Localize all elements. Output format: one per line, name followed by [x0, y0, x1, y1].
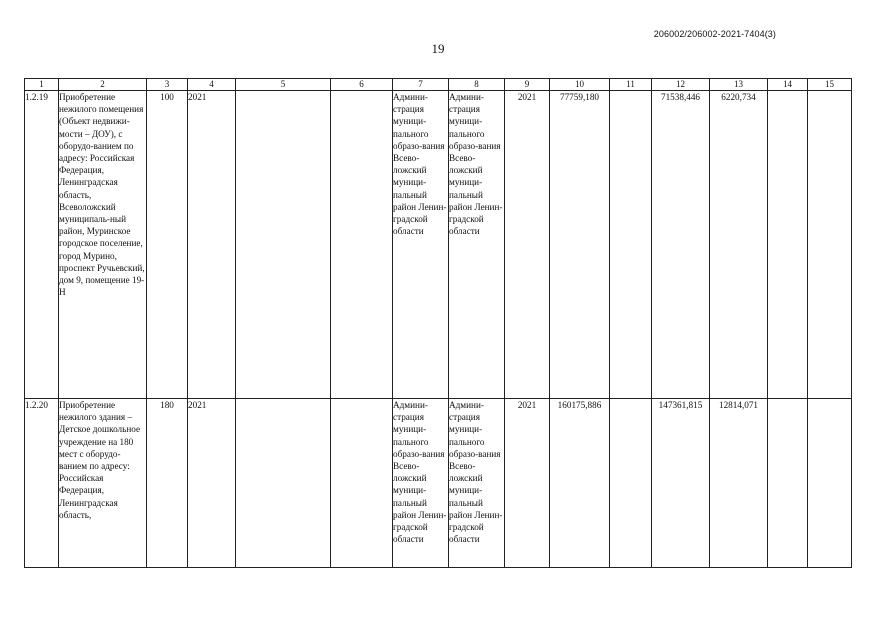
- page-number: 19: [431, 41, 445, 56]
- column-number: 2: [59, 79, 147, 91]
- customer-cell: Админи-страция муници-пального образо-вания Всево-ложский муници-пальный район Ленин-градской области: [393, 399, 449, 568]
- empty-cell: [331, 91, 393, 399]
- total-amount-cell: 77759,180: [550, 91, 610, 399]
- year-cell: 2021: [188, 91, 236, 399]
- column-number: 15: [808, 79, 852, 91]
- table-row: [25, 91, 852, 399]
- total-amount-cell: 160175,886: [550, 399, 610, 568]
- column-number: 11: [610, 79, 652, 91]
- item-number: 1.2.19: [25, 91, 59, 399]
- customer-cell: Админи-страция муници-пального образо-вания Всево-ложский муници-пальный район Ленин-градской области: [393, 91, 449, 399]
- column-number: 6: [331, 79, 393, 91]
- local-amount-cell: 6220,734: [710, 91, 768, 399]
- regional-amount-cell: 71538,446: [652, 91, 710, 399]
- table-row: [25, 399, 852, 568]
- document-number: 206002/206002-2021-7404(3): [653, 29, 776, 39]
- column-number: 12: [652, 79, 710, 91]
- empty-cell: [610, 399, 652, 568]
- empty-cell: [768, 399, 808, 568]
- local-amount-cell: 12814,071: [710, 399, 768, 568]
- period-cell: 2021: [505, 399, 550, 568]
- empty-cell: [331, 399, 393, 568]
- capacity-cell: 100: [147, 91, 188, 399]
- regional-amount-cell: 147361,815: [652, 399, 710, 568]
- empty-cell: [808, 399, 852, 568]
- empty-cell: [610, 91, 652, 399]
- item-description: Приобретение нежилого помещения (Объект недвижи-мости – ДОУ), с оборудо-ванием по адресу: Российская Федерация, Ленинградская область, Всеволожский муниципаль-ный район, Муринское городское поселение, город Мурино, проспект Ручьевский, дом 9, помещение 19-Н: [59, 91, 147, 399]
- capacity-cell: 180: [147, 399, 188, 568]
- column-number: 8: [449, 79, 505, 91]
- column-number: 1: [25, 79, 59, 91]
- empty-cell: [808, 91, 852, 399]
- empty-cell: [236, 399, 331, 568]
- column-number: 10: [550, 79, 610, 91]
- data-table: [24, 78, 852, 568]
- column-number-row: [25, 79, 852, 91]
- executor-cell: Админи-страция муници-пального образо-вания Всево-ложский муници-пальный район Ленин-градской области: [449, 91, 505, 399]
- year-cell: 2021: [188, 399, 236, 568]
- column-number: 4: [188, 79, 236, 91]
- empty-cell: [236, 91, 331, 399]
- column-number: 9: [505, 79, 550, 91]
- column-number: 7: [393, 79, 449, 91]
- column-number: 14: [768, 79, 808, 91]
- item-description: Приобретение нежилого здания – Детское дошкольное учреждение на 180 мест с оборудо-ванием по адресу: Российская Федерация, Ленинградская область,: [59, 399, 147, 568]
- empty-cell: [768, 91, 808, 399]
- column-number: 5: [236, 79, 331, 91]
- column-number: 13: [710, 79, 768, 91]
- executor-cell: Админи-страция муници-пального образо-вания Всево-ложский муници-пальный район Ленин-градской области: [449, 399, 505, 568]
- item-number: 1.2.20: [25, 399, 59, 568]
- column-number: 3: [147, 79, 188, 91]
- period-cell: 2021: [505, 91, 550, 399]
